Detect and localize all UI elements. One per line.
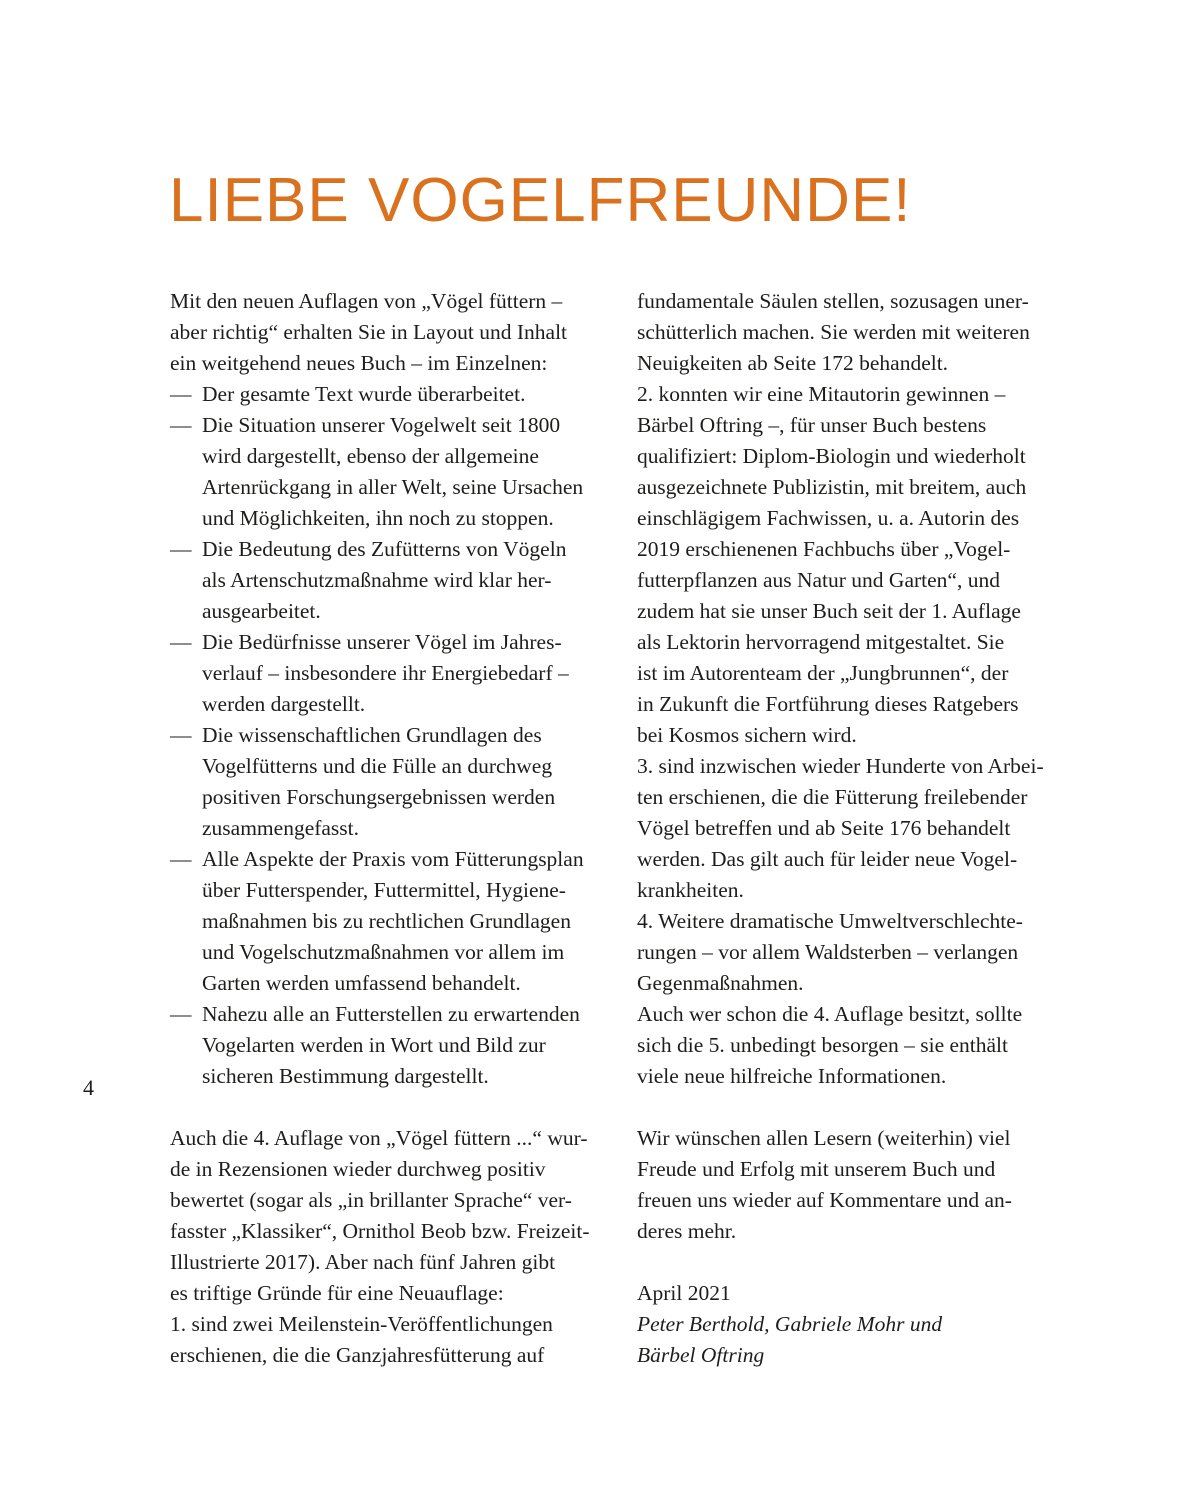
text-line: ausgezeichnete Publizistin, mit breitem, auch [637,475,1027,499]
text-line: Vogelfütterns und die Fülle an durchweg [202,754,553,778]
em-dash-marker: — [170,1002,192,1026]
text-line: maßnahmen bis zu rechtlichen Grundlagen [202,909,571,933]
text-line: rungen – vor allem Waldsterben – verlangen [637,940,1019,964]
text-line: wird dargestellt, ebenso der allgemeine [202,444,539,468]
text-line: Die Bedeutung des Zufütterns von Vögeln [202,537,567,561]
em-dash-marker: — [170,630,192,654]
text-line: futterpflanzen aus Natur und Garten“, und [637,568,1000,592]
text-line: Freude und Erfolg mit unserem Buch und [637,1157,996,1181]
text-line: Auch die 4. Auflage von „Vögel füttern ...“ wur- [170,1126,588,1150]
text-line: Gegenmaßnahmen. [637,971,804,995]
text-line: positiven Forschungsergebnissen werden [202,785,556,809]
text-line: freuen uns wieder auf Kommentare und an- [637,1188,1012,1212]
text-line: verlauf – insbesondere ihr Energiebedarf – [202,661,569,685]
text-line: 2019 erschienenen Fachbuchs über „Vogel- [637,537,1011,561]
text-line: ausgearbeitet. [202,599,321,623]
text-line: als Lektorin hervorragend mitgestaltet. Sie [637,630,1005,654]
text-line: Vogelarten werden in Wort und Bild zur [202,1033,546,1057]
text-line: als Artenschutzmaßnahme wird klar her- [202,568,552,592]
closing-paragraph [637,1123,1077,1247]
text-line: deres mehr. [637,1219,737,1243]
page-number: 4 [83,1075,94,1100]
bullet-item [170,720,610,844]
text-line: 1. sind zwei Meilenstein-Veröffentlichungen [170,1312,553,1336]
date-line: April 2021 [637,1281,731,1305]
bullet-item [170,534,610,627]
text-line: zusammengefasst. [202,816,360,840]
text-line: fasster „Klassiker“, Ornithol Beob bzw. Freizeit- [170,1219,590,1243]
text-line: und Vogelschutzmaßnahmen vor allem im [202,940,565,964]
bullet-item [170,627,610,720]
text-line: schütterlich machen. Sie werden mit weiteren [637,320,1030,344]
text-line: sicheren Bestimmung dargestellt. [202,1064,489,1088]
text-line: es triftige Gründe für eine Neuauflage: [170,1281,504,1305]
text-line: Die Bedürfnisse unserer Vögel im Jahres- [202,630,562,654]
text-line: 3. sind inzwischen wieder Hunderte von Arbei- [637,754,1044,778]
text-line: und Möglichkeiten, ihn noch zu stoppen. [202,506,554,530]
reviews-paragraph [170,1123,610,1371]
text-line: krankheiten. [637,878,744,902]
text-line: qualifiziert: Diplom-Biologin und wiederholt [637,444,1026,468]
text-line: einschlägigem Fachwissen, u. a. Autorin des [637,506,1020,530]
text-line: Wir wünschen allen Lesern (weiterhin) viel [637,1126,1011,1150]
paragraph-gap [170,1092,610,1123]
text-line: werden dargestellt. [202,692,366,716]
text-line: erschienen, die die Ganzjahresfütterung auf [170,1343,545,1367]
text-line: Vögel betreffen und ab Seite 176 behandelt [637,816,1011,840]
text-line: 2. konnten wir eine Mitautorin gewinnen – [637,382,1006,406]
continuation-paragraph [637,286,1077,1092]
text-line: Garten werden umfassend behandelt. [202,971,521,995]
text-line: bei Kosmos sichern wird. [637,723,857,747]
text-line: Neuigkeiten ab Seite 172 behandelt. [637,351,949,375]
text-line: de in Rezensionen wieder durchweg positiv [170,1157,546,1181]
em-dash-marker: — [170,413,192,437]
text-line: Nahezu alle an Futterstellen zu erwartenden [202,1002,580,1026]
bullet-list [170,379,610,1092]
em-dash-marker: — [170,723,192,747]
text-line: über Futterspender, Futtermittel, Hygiene- [202,878,566,902]
em-dash-marker: — [170,382,192,406]
bullet-item [170,379,610,410]
text-line: 4. Weitere dramatische Umweltverschlechte- [637,909,1023,933]
em-dash-marker: — [170,847,192,871]
text-line: Die wissenschaftlichen Grundlagen des [202,723,542,747]
text-line: in Zukunft die Fortführung dieses Ratgebers [637,692,1019,716]
text-line: Der gesamte Text wurde überarbeitet. [202,382,526,406]
text-line: fundamentale Säulen stellen, sozusagen uner- [637,289,1029,313]
paragraph-gap [637,1092,1077,1123]
paragraph-gap [637,1247,1077,1278]
text-line: Die Situation unserer Vogelwelt seit 1800 [202,413,561,437]
text-line: sich die 5. unbedingt besorgen – sie enthält [637,1033,1009,1057]
text-line: zudem hat sie unser Buch seit der 1. Auflage [637,599,1021,623]
bullet-item [170,410,610,534]
text-line: Alle Aspekte der Praxis vom Fütterungsplan [202,847,584,871]
left-column [170,286,610,1371]
em-dash-marker: — [170,537,192,561]
text-line: ten erschienen, die die Fütterung freilebender [637,785,1028,809]
author-signature-line: Bärbel Oftring [637,1343,765,1367]
text-line: Bärbel Oftring –, für unser Buch bestens [637,413,987,437]
text-line: ist im Autorenteam der „Jungbrunnen“, der [637,661,1009,685]
bullet-item [170,844,610,999]
page-title: LIEBE VOGELFREUNDE! [169,166,912,235]
intro-paragraph [170,286,610,379]
text-line: bewertet (sogar als „in brillanter Sprache“ ver- [170,1188,572,1212]
text-line: viele neue hilfreiche Informationen. [637,1064,947,1088]
text-line: Artenrückgang in aller Welt, seine Ursachen [202,475,584,499]
text-line: Auch wer schon die 4. Auflage besitzt, sollte [637,1002,1023,1026]
text-line: werden. Das gilt auch für leider neue Vogel- [637,847,1018,871]
text-line: aber richtig“ erhalten Sie in Layout und Inhalt [170,320,568,344]
right-column [637,286,1077,1371]
bullet-item [170,999,610,1092]
author-signature-line: Peter Berthold, Gabriele Mohr und [637,1312,943,1336]
text-line: Illustrierte 2017). Aber nach fünf Jahren gibt [170,1250,556,1274]
text-line: Mit den neuen Auflagen von „Vögel füttern – [170,289,563,313]
text-line: ein weitgehend neues Buch – im Einzelnen: [170,351,548,375]
